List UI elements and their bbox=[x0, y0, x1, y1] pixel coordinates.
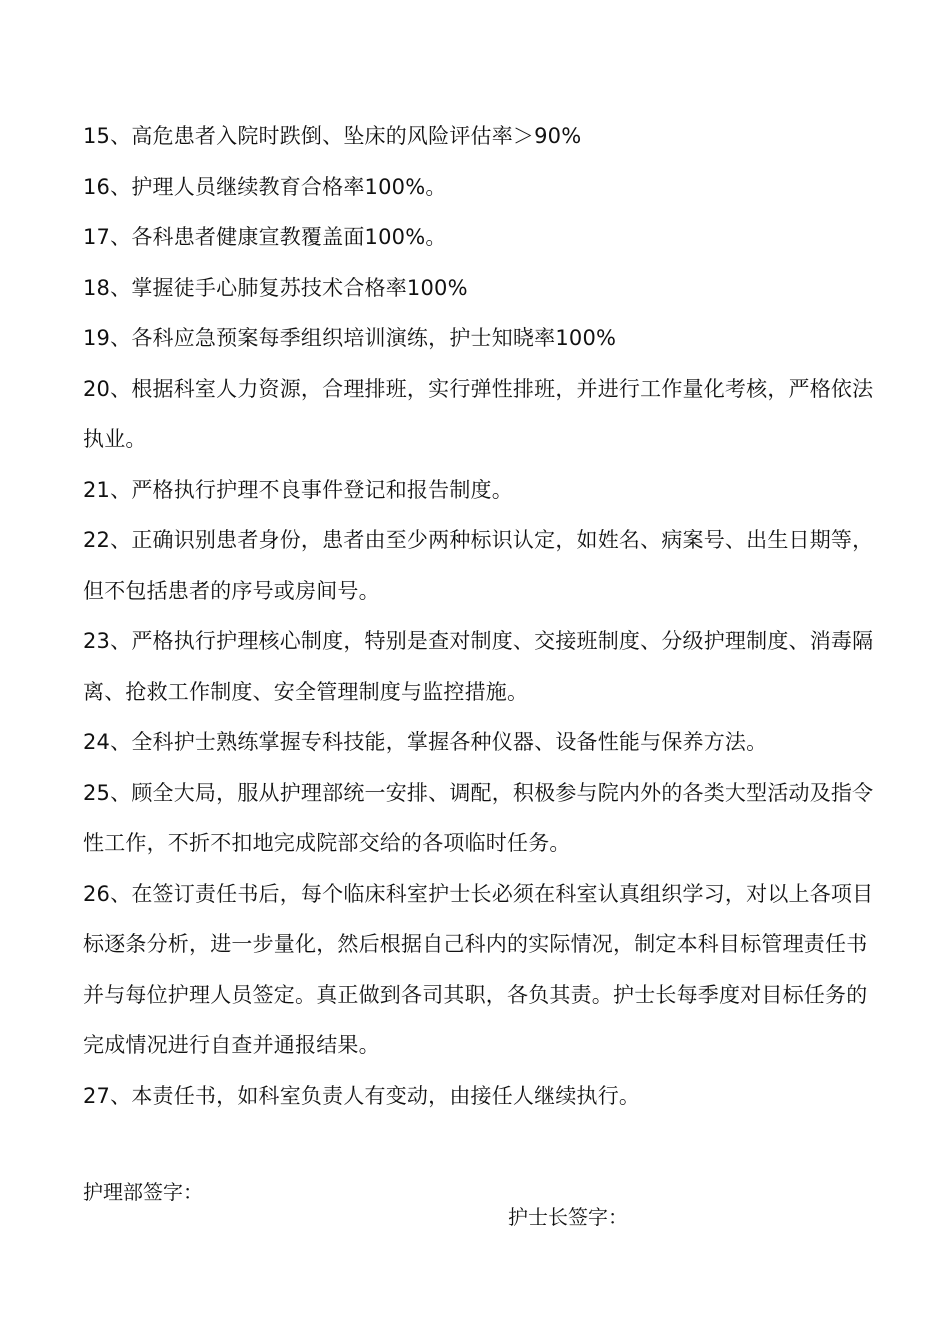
item-text-line: 19、各科应急预案每季组织培训演练，护士知晓率100% bbox=[83, 326, 617, 350]
nursing-dept-signature-label: 护理部签字： bbox=[83, 1180, 203, 1204]
item-text-line: 24、全科护士熟练掌握专科技能，掌握各种仪器、设备性能与保养方法。 bbox=[83, 730, 768, 754]
list-item bbox=[83, 869, 883, 1071]
list-item bbox=[83, 465, 883, 516]
item-text-line: 22、正确识别患者身份，患者由至少两种标识认定，如姓名、病案号、出生日期等， bbox=[83, 528, 874, 552]
list-item bbox=[83, 616, 883, 717]
list-item bbox=[83, 515, 883, 616]
list-item bbox=[83, 768, 883, 869]
item-text-line: 27、本责任书，如科室负责人有变动，由接任人继续执行。 bbox=[83, 1083, 641, 1108]
list-item bbox=[83, 111, 883, 162]
item-text-line: 但不包括患者的序号或房间号。 bbox=[83, 578, 380, 603]
list-item bbox=[83, 263, 883, 314]
item-text-line: 18、掌握徒手心肺复苏技术合格率100% bbox=[83, 275, 468, 300]
item-text-line: 26、在签订责任书后，每个临床科室护士长必须在科室认真组织学习，对以上各项目 bbox=[83, 881, 874, 906]
item-text-line: 25、顾全大局，服从护理部统一安排、调配，积极参与院内外的各类大型活动及指令 bbox=[83, 780, 874, 805]
item-text-line: 15、高危患者入院时跌倒、坠床的风险评估率＞90% bbox=[83, 124, 582, 148]
list-item bbox=[83, 364, 883, 465]
list-item bbox=[83, 717, 883, 768]
item-text-line: 执业。 bbox=[83, 427, 147, 451]
list-item bbox=[83, 212, 883, 263]
list-item bbox=[83, 313, 883, 364]
item-text-line: 性工作，不折不扣地完成院部交给的各项临时任务。 bbox=[83, 831, 571, 855]
item-text-line: 并与每位护理人员签定。真正做到各司其职，各负其责。护士长每季度对目标任务的 bbox=[83, 982, 868, 1007]
item-text-line: 标逐条分析，进一步量化，然后根据自己科内的实际情况，制定本科目标管理责任书 bbox=[83, 932, 868, 956]
item-text-line: 完成情况进行自查并通报结果。 bbox=[83, 1033, 380, 1057]
item-text-line: 20、根据科室人力资源，合理排班，实行弹性排班，并进行工作量化考核，严格依法 bbox=[83, 376, 874, 401]
item-text-line: 离、抢救工作制度、安全管理制度与监控措施。 bbox=[83, 679, 529, 704]
item-text-line: 16、护理人员继续教育合格率100%。 bbox=[83, 174, 447, 199]
list-item bbox=[83, 1071, 883, 1122]
item-text-line: 17、各科患者健康宣教覆盖面100%。 bbox=[83, 225, 447, 249]
item-text-line: 23、严格执行护理核心制度，特别是查对制度、交接班制度、分级护理制度、消毒隔 bbox=[83, 629, 874, 653]
head-nurse-signature-label: 护士长签字： bbox=[508, 1205, 628, 1229]
list-item bbox=[83, 162, 883, 213]
item-text-line: 21、严格执行护理不良事件登记和报告制度。 bbox=[83, 477, 513, 502]
responsibility-items-list bbox=[83, 111, 883, 1121]
